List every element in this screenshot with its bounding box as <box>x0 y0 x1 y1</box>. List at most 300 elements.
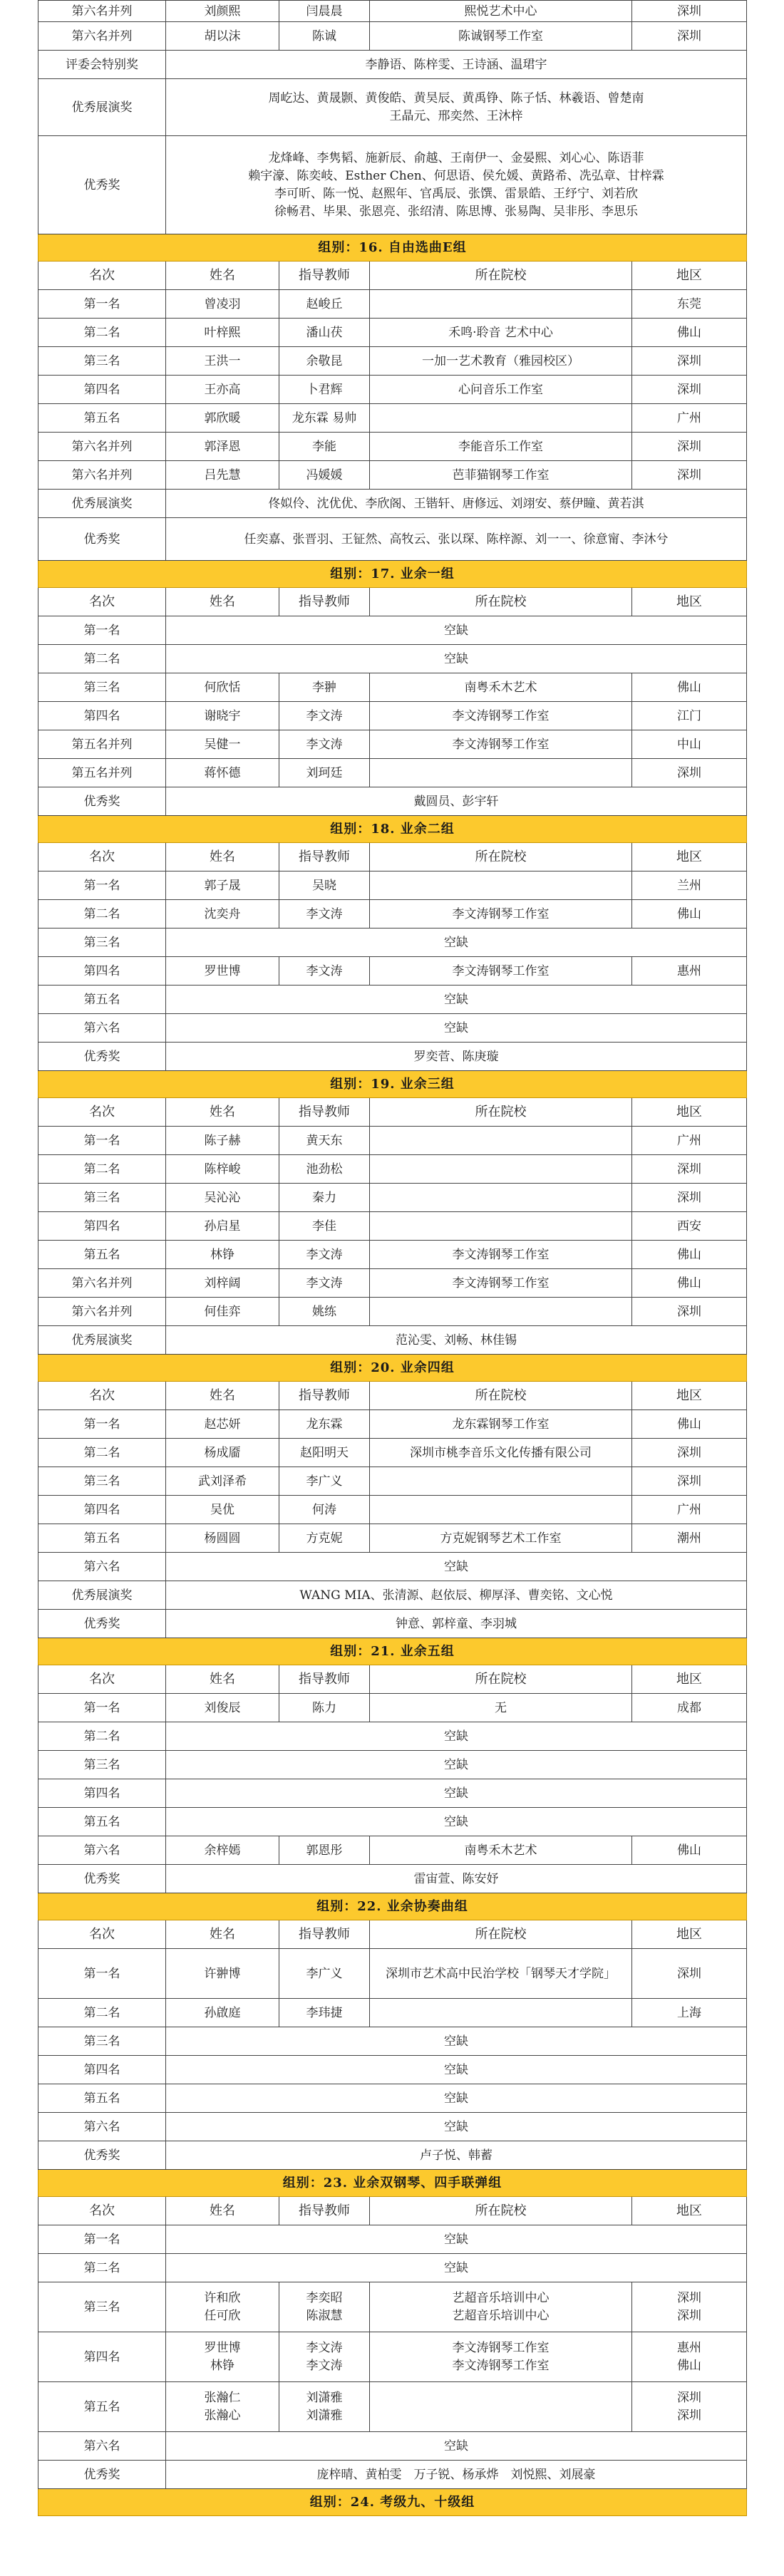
table-row <box>38 1298 747 1326</box>
name-cell: 林铮 <box>166 1241 279 1269</box>
name-cell: 许翀博 <box>166 1949 279 1999</box>
teacher-cell: 吴晓 <box>279 871 370 900</box>
rank-cell: 第六名 <box>38 1553 166 1581</box>
rank-cell: 第六名 <box>38 1836 166 1865</box>
column-header-row <box>38 262 747 290</box>
rank-cell: 优秀奖 <box>38 2141 166 2170</box>
rank-cell: 第六名并列 <box>38 1298 166 1326</box>
awardees-cell: WANG MIA、张清源、赵依辰、柳厚泽、曹奕铭、文心悦 <box>166 1581 747 1610</box>
award-row <box>38 1722 747 1751</box>
rank-cell: 第六名 <box>38 2432 166 2461</box>
column-header-row <box>38 588 747 616</box>
table-row <box>38 1694 747 1722</box>
column-header-row <box>38 843 747 871</box>
school-cell: 南粤禾木艺术 <box>370 673 632 702</box>
group-title: 组别：16. 自由选曲E组 <box>38 234 747 262</box>
name-cell: 郭子晟 <box>166 871 279 900</box>
awardees-cell: 空缺 <box>166 2432 747 2461</box>
column-header: 地区 <box>632 1665 747 1694</box>
table-row <box>38 1127 747 1155</box>
column-header: 指导教师 <box>279 1920 370 1949</box>
column-header: 所在院校 <box>370 2197 632 2225</box>
awardees-cell: 空缺 <box>166 2027 747 2056</box>
column-header: 指导教师 <box>279 1665 370 1694</box>
award-row <box>38 2056 747 2084</box>
school-cell: 深圳市艺术高中民治学校「钢琴天才学院」 <box>370 1949 632 1999</box>
column-header: 姓名 <box>166 843 279 871</box>
column-header: 指导教师 <box>279 2197 370 2225</box>
rank-cell: 第五名并列 <box>38 730 166 759</box>
school-cell <box>370 2382 632 2432</box>
rank-cell: 第五名 <box>38 2382 166 2432</box>
rank-cell: 优秀奖 <box>38 1043 166 1071</box>
rank-cell: 优秀展演奖 <box>38 1581 166 1610</box>
teacher-cell: 卜君辉 <box>279 376 370 404</box>
rank-cell: 第三名 <box>38 2027 166 2056</box>
teacher-cell: 李文涛 <box>279 900 370 929</box>
awardees-cell: 龙烽峰、李隽韬、施新辰、俞越、王南伊一、金晏熙、刘心心、陈语菲 赖宇濠、陈奕岐、Esther Chen、何思语、侯允媛、黄路希、冼弘章、甘梓霖 李可昕、陈一悦、赵熙年、官禹辰、张馔、雷景皓、王纾宁、刘若欣 徐畅君、毕果、张恩亮、张绍清、陈思博、张易陶、吴非彤、李思乐 <box>166 136 747 234</box>
awardees-cell: 钟意、郭梓童、李羽城 <box>166 1610 747 1638</box>
column-header: 名次 <box>38 1920 166 1949</box>
school-cell <box>370 1496 632 1524</box>
region-cell: 惠州 <box>632 957 747 986</box>
awardees-cell: 庞梓晴、黄柏雯 万子锐、杨承烨 刘悦熙、刘展豪 <box>166 2461 747 2489</box>
rank-cell: 第二名 <box>38 1439 166 1467</box>
school-cell: 李文涛钢琴工作室 <box>370 730 632 759</box>
rank-cell: 第六名并列 <box>38 1 166 22</box>
region-cell: 深圳 <box>632 1155 747 1184</box>
school-cell: 陈诚钢琴工作室 <box>370 22 632 51</box>
region-cell: 潮州 <box>632 1524 747 1553</box>
column-header: 所在院校 <box>370 1920 632 1949</box>
teacher-cell: 李文涛 <box>279 957 370 986</box>
table-row <box>38 1949 747 1999</box>
column-header: 名次 <box>38 843 166 871</box>
rank-cell: 优秀展演奖 <box>38 490 166 518</box>
region-cell: 深圳 <box>632 759 747 787</box>
table-row <box>38 1184 747 1212</box>
teacher-cell: 赵阳明天 <box>279 1439 370 1467</box>
region-cell: 深圳 <box>632 1 747 22</box>
column-header-row <box>38 1382 747 1410</box>
group-header-row <box>38 1355 747 1382</box>
table-row <box>38 1 747 22</box>
rank-cell: 第四名 <box>38 957 166 986</box>
table-row <box>38 22 747 51</box>
rank-cell: 第六名并列 <box>38 433 166 461</box>
region-cell: 深圳 <box>632 22 747 51</box>
region-cell: 兰州 <box>632 871 747 900</box>
school-cell: 深圳市桃李音乐文化传播有限公司 <box>370 1439 632 1467</box>
name-cell: 郭泽恩 <box>166 433 279 461</box>
award-row <box>38 787 747 816</box>
table-row <box>38 702 747 730</box>
column-header: 名次 <box>38 1098 166 1127</box>
school-cell: 心问音乐工作室 <box>370 376 632 404</box>
school-cell: 方克妮钢琴艺术工作室 <box>370 1524 632 1553</box>
rank-cell: 第四名 <box>38 702 166 730</box>
table-row <box>38 730 747 759</box>
column-header: 姓名 <box>166 1920 279 1949</box>
awardees-cell: 任奕嘉、张晋羽、王钲然、高牧云、张以琛、陈梓源、刘一一、徐意甯、李沐兮 <box>166 518 747 561</box>
award-row <box>38 79 747 136</box>
results-table <box>38 0 747 2516</box>
column-header-row <box>38 2197 747 2225</box>
region-cell: 惠州 佛山 <box>632 2332 747 2382</box>
awardees-cell: 空缺 <box>166 2056 747 2084</box>
awardees-cell: 雷宙萱、陈安妤 <box>166 1865 747 1893</box>
school-cell: 李文涛钢琴工作室 <box>370 1269 632 1298</box>
name-cell: 武刘泽希 <box>166 1467 279 1496</box>
name-cell: 吴沁沁 <box>166 1184 279 1212</box>
teacher-cell: 李广义 <box>279 1467 370 1496</box>
column-header: 名次 <box>38 588 166 616</box>
name-cell: 王亦高 <box>166 376 279 404</box>
rank-cell: 第二名 <box>38 1999 166 2027</box>
table-row <box>38 1212 747 1241</box>
name-cell: 张瀚仁 张瀚心 <box>166 2382 279 2432</box>
awardees-cell: 罗奕菅、陈庚璇 <box>166 1043 747 1071</box>
column-header: 所在院校 <box>370 1382 632 1410</box>
table-row <box>38 2332 747 2382</box>
school-cell <box>370 759 632 787</box>
region-cell: 佛山 <box>632 1241 747 1269</box>
rank-cell: 评委会特别奖 <box>38 51 166 79</box>
award-row <box>38 1043 747 1071</box>
name-cell: 陈梓峻 <box>166 1155 279 1184</box>
teacher-cell: 池劲松 <box>279 1155 370 1184</box>
school-cell: 芭菲猫钢琴工作室 <box>370 461 632 490</box>
column-header-row <box>38 1920 747 1949</box>
teacher-cell: 潘山茯 <box>279 319 370 347</box>
school-cell <box>370 1127 632 1155</box>
region-cell: 上海 <box>632 1999 747 2027</box>
region-cell: 中山 <box>632 730 747 759</box>
column-header: 所在院校 <box>370 1665 632 1694</box>
region-cell: 深圳 <box>632 1949 747 1999</box>
column-header: 姓名 <box>166 1382 279 1410</box>
column-header: 地区 <box>632 1382 747 1410</box>
rank-cell: 第四名 <box>38 376 166 404</box>
rank-cell: 第一名 <box>38 871 166 900</box>
rank-cell: 第三名 <box>38 1184 166 1212</box>
group-title: 组别：21. 业余五组 <box>38 1638 747 1665</box>
table-row <box>38 1467 747 1496</box>
teacher-cell: 何涛 <box>279 1496 370 1524</box>
teacher-cell: 刘潇雅 刘潇雅 <box>279 2382 370 2432</box>
awardees-cell: 空缺 <box>166 2113 747 2141</box>
awardees-cell: 空缺 <box>166 1014 747 1043</box>
rank-cell: 第二名 <box>38 1155 166 1184</box>
rank-cell: 第六名 <box>38 1014 166 1043</box>
award-row <box>38 645 747 673</box>
group-title: 组别：19. 业余三组 <box>38 1071 747 1098</box>
rank-cell: 第四名 <box>38 2056 166 2084</box>
teacher-cell: 李文涛 <box>279 702 370 730</box>
school-cell <box>370 871 632 900</box>
region-cell: 佛山 <box>632 1410 747 1439</box>
school-cell <box>370 1999 632 2027</box>
table-row <box>38 347 747 376</box>
award-row <box>38 1610 747 1638</box>
rank-cell: 第四名 <box>38 1212 166 1241</box>
region-cell: 佛山 <box>632 673 747 702</box>
awardees-cell: 周屹达、黄晟颢、黄俊皓、黄昊辰、黄禹铮、陈子恬、林羲语、曾楚南 王晶元、邢奕然、王沐梓 <box>166 79 747 136</box>
table-row <box>38 900 747 929</box>
teacher-cell: 刘珂廷 <box>279 759 370 787</box>
column-header: 名次 <box>38 1382 166 1410</box>
column-header: 所在院校 <box>370 588 632 616</box>
award-row <box>38 518 747 561</box>
school-cell: 李文涛钢琴工作室 <box>370 702 632 730</box>
awardees-cell: 空缺 <box>166 1553 747 1581</box>
name-cell: 郭欣暖 <box>166 404 279 433</box>
table-row <box>38 290 747 319</box>
column-header: 所在院校 <box>370 1098 632 1127</box>
column-header: 地区 <box>632 262 747 290</box>
rank-cell: 第一名 <box>38 616 166 645</box>
region-cell: 深圳 <box>632 1439 747 1467</box>
name-cell: 刘俊辰 <box>166 1694 279 1722</box>
teacher-cell: 李文涛 <box>279 1241 370 1269</box>
name-cell: 杨圆圆 <box>166 1524 279 1553</box>
rank-cell: 第一名 <box>38 1949 166 1999</box>
name-cell: 何欣恬 <box>166 673 279 702</box>
region-cell: 深圳 <box>632 433 747 461</box>
table-row <box>38 957 747 986</box>
teacher-cell: 冯媛媛 <box>279 461 370 490</box>
region-cell: 深圳 <box>632 1467 747 1496</box>
name-cell: 谢晓宇 <box>166 702 279 730</box>
school-cell <box>370 1298 632 1326</box>
awardees-cell: 空缺 <box>166 1722 747 1751</box>
rank-cell: 第五名 <box>38 1524 166 1553</box>
school-cell <box>370 1467 632 1496</box>
region-cell: 深圳 <box>632 1298 747 1326</box>
table-row <box>38 2282 747 2332</box>
rank-cell: 第四名 <box>38 1779 166 1808</box>
rank-cell: 第三名 <box>38 1467 166 1496</box>
column-header: 指导教师 <box>279 1098 370 1127</box>
rank-cell: 优秀奖 <box>38 2461 166 2489</box>
table-row <box>38 1524 747 1553</box>
group-header-row <box>38 234 747 262</box>
teacher-cell: 黄天东 <box>279 1127 370 1155</box>
column-header: 名次 <box>38 262 166 290</box>
teacher-cell: 李翀 <box>279 673 370 702</box>
rank-cell: 优秀展演奖 <box>38 79 166 136</box>
region-cell: 佛山 <box>632 1269 747 1298</box>
rank-cell: 优秀奖 <box>38 1610 166 1638</box>
group-header-row <box>38 561 747 588</box>
teacher-cell: 李玮捷 <box>279 1999 370 2027</box>
column-header: 所在院校 <box>370 843 632 871</box>
region-cell: 深圳 <box>632 461 747 490</box>
region-cell: 深圳 深圳 <box>632 2382 747 2432</box>
group-title: 组别：22. 业余协奏曲组 <box>38 1893 747 1920</box>
school-cell: 李文涛钢琴工作室 <box>370 900 632 929</box>
teacher-cell: 余敬昆 <box>279 347 370 376</box>
awardees-cell: 佟姒伶、沈优优、李欣阁、王锴轩、唐修远、刘翊安、蔡伊瞳、黄若淇 <box>166 490 747 518</box>
name-cell: 吴优 <box>166 1496 279 1524</box>
school-cell: 李能音乐工作室 <box>370 433 632 461</box>
awardees-cell: 空缺 <box>166 1808 747 1836</box>
award-row <box>38 136 747 234</box>
region-cell: 江门 <box>632 702 747 730</box>
rank-cell: 第二名 <box>38 645 166 673</box>
region-cell: 深圳 <box>632 347 747 376</box>
name-cell: 胡以沫 <box>166 22 279 51</box>
rank-cell: 第六名并列 <box>38 1269 166 1298</box>
school-cell: 李文涛钢琴工作室 <box>370 957 632 986</box>
name-cell: 蒋怀德 <box>166 759 279 787</box>
rank-cell: 第五名 <box>38 1808 166 1836</box>
name-cell: 孙啟庭 <box>166 1999 279 2027</box>
table-row <box>38 433 747 461</box>
group-header-row <box>38 1071 747 1098</box>
column-header-row <box>38 1665 747 1694</box>
school-cell: 李文涛钢琴工作室 <box>370 1241 632 1269</box>
award-row <box>38 1014 747 1043</box>
award-row <box>38 1751 747 1779</box>
rank-cell: 优秀奖 <box>38 136 166 234</box>
group-header-row <box>38 1638 747 1665</box>
column-header: 姓名 <box>166 1098 279 1127</box>
column-header: 地区 <box>632 588 747 616</box>
awardees-cell: 空缺 <box>166 2254 747 2282</box>
name-cell: 罗世博 林铮 <box>166 2332 279 2382</box>
awardees-cell: 李静语、陈梓雯、王诗涵、温珺宇 <box>166 51 747 79</box>
table-row <box>38 404 747 433</box>
award-row <box>38 2027 747 2056</box>
award-row <box>38 1808 747 1836</box>
table-row <box>38 461 747 490</box>
rank-cell: 第一名 <box>38 290 166 319</box>
name-cell: 何佳弈 <box>166 1298 279 1326</box>
teacher-cell: 郭恩彤 <box>279 1836 370 1865</box>
table-row <box>38 376 747 404</box>
school-cell: 艺超音乐培训中心 艺超音乐培训中心 <box>370 2282 632 2332</box>
region-cell: 成都 <box>632 1694 747 1722</box>
region-cell: 深圳 <box>632 376 747 404</box>
school-cell <box>370 1184 632 1212</box>
award-row <box>38 490 747 518</box>
table-row <box>38 1836 747 1865</box>
rank-cell: 第二名 <box>38 319 166 347</box>
region-cell: 东莞 <box>632 290 747 319</box>
column-header: 姓名 <box>166 262 279 290</box>
rank-cell: 优秀展演奖 <box>38 1326 166 1355</box>
school-cell: 南粤禾木艺术 <box>370 1836 632 1865</box>
awardees-cell: 空缺 <box>166 2084 747 2113</box>
school-cell: 李文涛钢琴工作室 李文涛钢琴工作室 <box>370 2332 632 2382</box>
teacher-cell: 秦力 <box>279 1184 370 1212</box>
teacher-cell: 龙东霖 易帅 <box>279 404 370 433</box>
column-header: 名次 <box>38 2197 166 2225</box>
rank-cell: 第四名 <box>38 2332 166 2382</box>
rank-cell: 第三名 <box>38 929 166 957</box>
region-cell: 深圳 深圳 <box>632 2282 747 2332</box>
rank-cell: 第三名 <box>38 2282 166 2332</box>
teacher-cell: 李文涛 <box>279 730 370 759</box>
rank-cell: 第一名 <box>38 2225 166 2254</box>
award-row <box>38 1326 747 1355</box>
results-document <box>38 0 746 2516</box>
table-row <box>38 1439 747 1467</box>
teacher-cell: 李奕昭 陈淑慧 <box>279 2282 370 2332</box>
teacher-cell: 李广义 <box>279 1949 370 1999</box>
rank-cell: 第二名 <box>38 1722 166 1751</box>
name-cell: 沈奕舟 <box>166 900 279 929</box>
rank-cell: 优秀奖 <box>38 787 166 816</box>
rank-cell: 第六名并列 <box>38 461 166 490</box>
awardees-cell: 戴圆员、彭宇轩 <box>166 787 747 816</box>
table-row <box>38 1241 747 1269</box>
rank-cell: 第三名 <box>38 673 166 702</box>
region-cell: 广州 <box>632 1127 747 1155</box>
rank-cell: 第一名 <box>38 1127 166 1155</box>
award-row <box>38 1865 747 1893</box>
column-header: 地区 <box>632 2197 747 2225</box>
teacher-cell: 李佳 <box>279 1212 370 1241</box>
awardees-cell: 卢子悦、韩蓄 <box>166 2141 747 2170</box>
school-cell: 龙东霖钢琴工作室 <box>370 1410 632 1439</box>
award-row <box>38 2141 747 2170</box>
region-cell: 深圳 <box>632 1184 747 1212</box>
name-cell: 许和欣 任可欣 <box>166 2282 279 2332</box>
rank-cell: 第三名 <box>38 347 166 376</box>
rank-cell: 第五名 <box>38 986 166 1014</box>
awardees-cell: 空缺 <box>166 986 747 1014</box>
awardees-cell: 空缺 <box>166 645 747 673</box>
award-row <box>38 986 747 1014</box>
rank-cell: 第一名 <box>38 1694 166 1722</box>
rank-cell: 第二名 <box>38 900 166 929</box>
name-cell: 孙启星 <box>166 1212 279 1241</box>
region-cell: 佛山 <box>632 1836 747 1865</box>
column-header: 指导教师 <box>279 843 370 871</box>
group-header-row <box>38 2170 747 2197</box>
rank-cell: 第六名并列 <box>38 22 166 51</box>
table-row <box>38 1269 747 1298</box>
awardees-cell: 空缺 <box>166 616 747 645</box>
name-cell: 吕先慧 <box>166 461 279 490</box>
group-title: 组别：17. 业余一组 <box>38 561 747 588</box>
table-row <box>38 1155 747 1184</box>
table-row <box>38 759 747 787</box>
award-row <box>38 929 747 957</box>
group-title: 组别：18. 业余二组 <box>38 816 747 843</box>
rank-cell: 第四名 <box>38 1496 166 1524</box>
award-row <box>38 51 747 79</box>
rank-cell: 第一名 <box>38 1410 166 1439</box>
award-row <box>38 1779 747 1808</box>
rank-cell: 第二名 <box>38 2254 166 2282</box>
school-cell <box>370 404 632 433</box>
table-row <box>38 319 747 347</box>
region-cell: 广州 <box>632 1496 747 1524</box>
teacher-cell: 方克妮 <box>279 1524 370 1553</box>
group-title: 组别：20. 业余四组 <box>38 1355 747 1382</box>
school-cell: 熙悦艺术中心 <box>370 1 632 22</box>
name-cell: 刘颜熙 <box>166 1 279 22</box>
region-cell: 佛山 <box>632 319 747 347</box>
group-title: 组别：23. 业余双钢琴、四手联弹组 <box>38 2170 747 2197</box>
name-cell: 王洪一 <box>166 347 279 376</box>
rank-cell: 优秀奖 <box>38 1865 166 1893</box>
awardees-cell: 空缺 <box>166 1751 747 1779</box>
school-cell: 无 <box>370 1694 632 1722</box>
